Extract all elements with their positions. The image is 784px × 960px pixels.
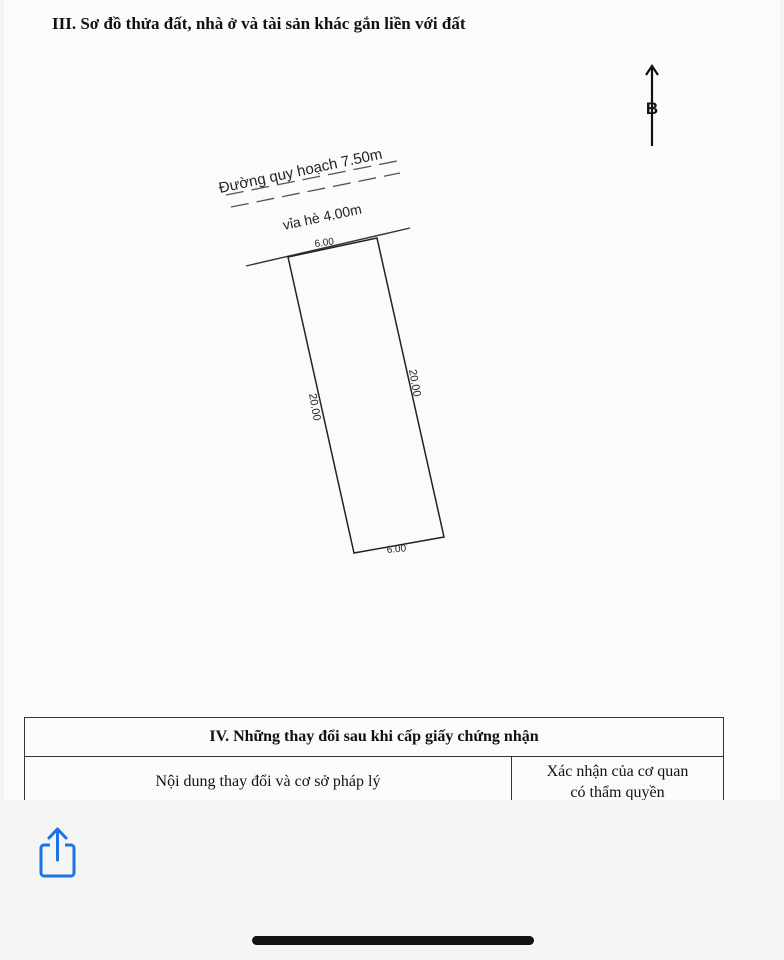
home-indicator[interactable] <box>252 936 534 945</box>
left-edge-label: 20.00 <box>306 392 323 422</box>
road-label: Đường quy hoạch 7.50m <box>217 145 384 197</box>
changes-table <box>24 717 724 800</box>
document-page <box>4 0 780 800</box>
confirmation-line-2: có thẩm quyền <box>570 784 665 800</box>
column-header-content: Nội dung thay đổi và cơ sở pháp lý <box>25 757 512 801</box>
bottom-edge-label: 6.00 <box>386 543 407 556</box>
section-4-title: IV. Những thay đổi sau khi cấp giấy chứng nhận <box>25 718 724 757</box>
section-3-title: III. Sơ đồ thửa đất, nhà ở và tài sản khác gắn liền với đất <box>52 14 466 33</box>
column-header-confirmation <box>512 757 724 801</box>
sidewalk-label: vỉa hè 4.00m <box>281 200 364 233</box>
share-icon[interactable] <box>38 826 78 880</box>
confirmation-line-1: Xác nhận của cơ quan <box>546 763 689 780</box>
land-plot-diagram <box>4 0 780 800</box>
north-symbol: B <box>645 99 659 118</box>
bottom-toolbar <box>0 800 784 960</box>
top-edge-label: 6.00 <box>313 236 335 250</box>
right-edge-label: 20.00 <box>406 368 423 398</box>
